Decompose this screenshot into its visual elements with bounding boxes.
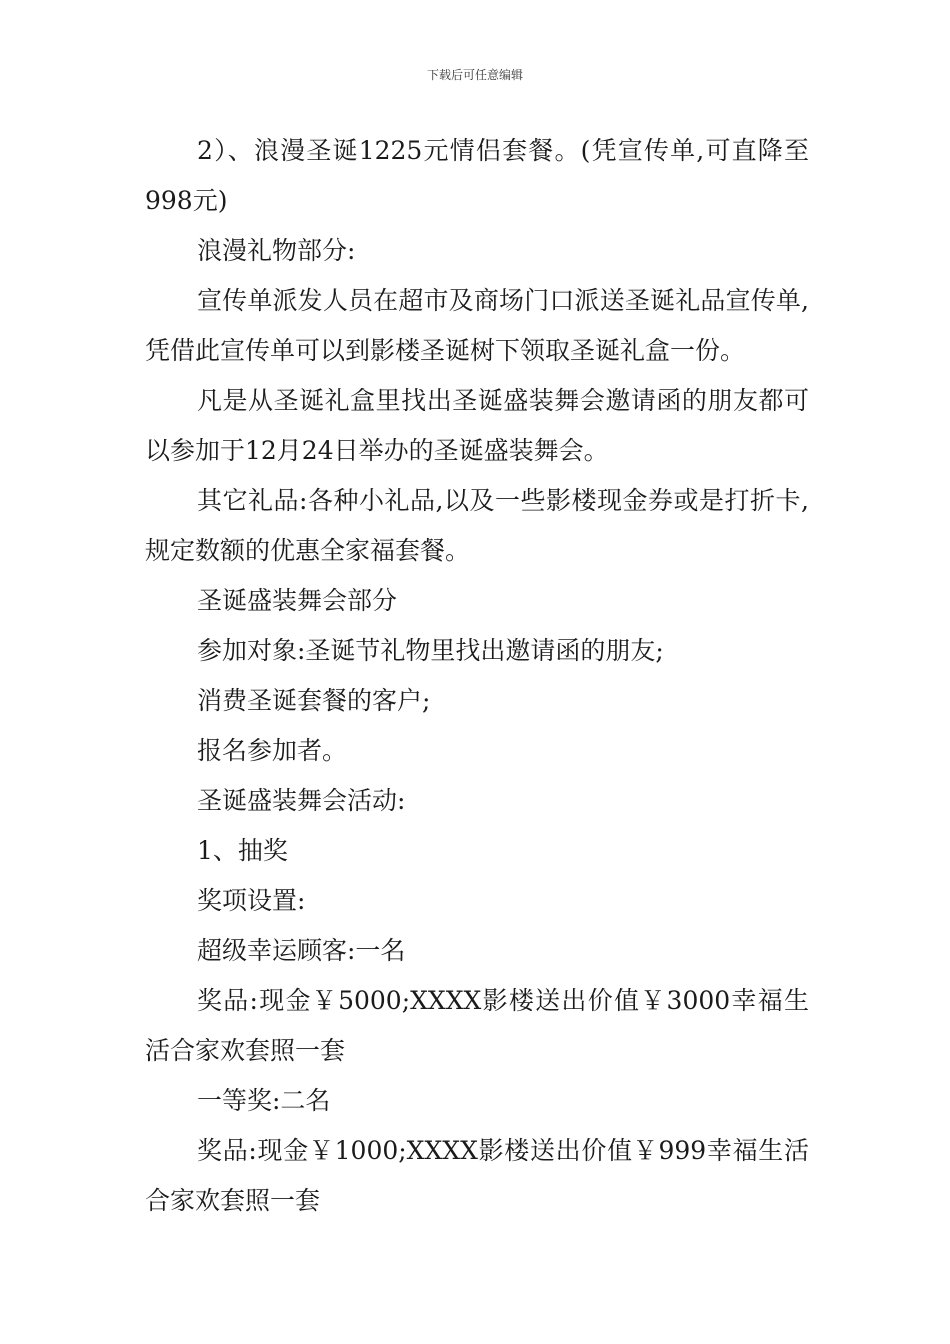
paragraph-gift-section-title: 浪漫礼物部分:	[197, 236, 356, 265]
paragraph-flyer-distribution: 宣传单派发人员在超市及商场门口派送圣诞礼品宣传单,凭借此宣传单可以到影楼圣诞树下领取圣诞礼盒一份。	[145, 286, 809, 365]
paragraph-registrants: 报名参加者。	[197, 736, 348, 765]
paragraph-invitation: 凡是从圣诞礼盒里找出圣诞盛装舞会邀请函的朋友都可以参加于12月24日举办的圣诞盛装舞会。	[145, 386, 809, 465]
paragraph-ball-section-title: 圣诞盛装舞会部分	[197, 586, 398, 615]
document-body	[145, 126, 809, 1226]
paragraph-activities-title: 圣诞盛装舞会活动:	[197, 786, 406, 815]
paragraph-lottery: 1、抽奖	[197, 836, 288, 865]
paragraph-first-prize-detail: 奖品:现金￥1000;XXXX影楼送出价值￥999幸福生活合家欢套照一套	[145, 1136, 809, 1215]
paragraph-package-price: 2）、浪漫圣诞1225元情侣套餐。(凭宣传单,可直降至998元)	[145, 136, 809, 215]
paragraph-prize-setup: 奖项设置:	[197, 886, 306, 915]
paragraph-super-lucky-prize: 奖品:现金￥5000;XXXX影楼送出价值￥3000幸福生活合家欢套照一套	[145, 986, 809, 1065]
paragraph-first-prize: 一等奖:二名	[197, 1086, 331, 1115]
paragraph-participants: 参加对象:圣诞节礼物里找出邀请函的朋友;	[197, 636, 664, 665]
page-header: 下载后可任意编辑	[426, 68, 523, 82]
paragraph-other-gifts: 其它礼品:各种小礼品,以及一些影楼现金券或是打折卡,规定数额的优惠全家福套餐。	[145, 486, 809, 565]
paragraph-customers: 消费圣诞套餐的客户;	[197, 686, 431, 715]
paragraph-super-lucky: 超级幸运顾客:一名	[197, 936, 406, 965]
